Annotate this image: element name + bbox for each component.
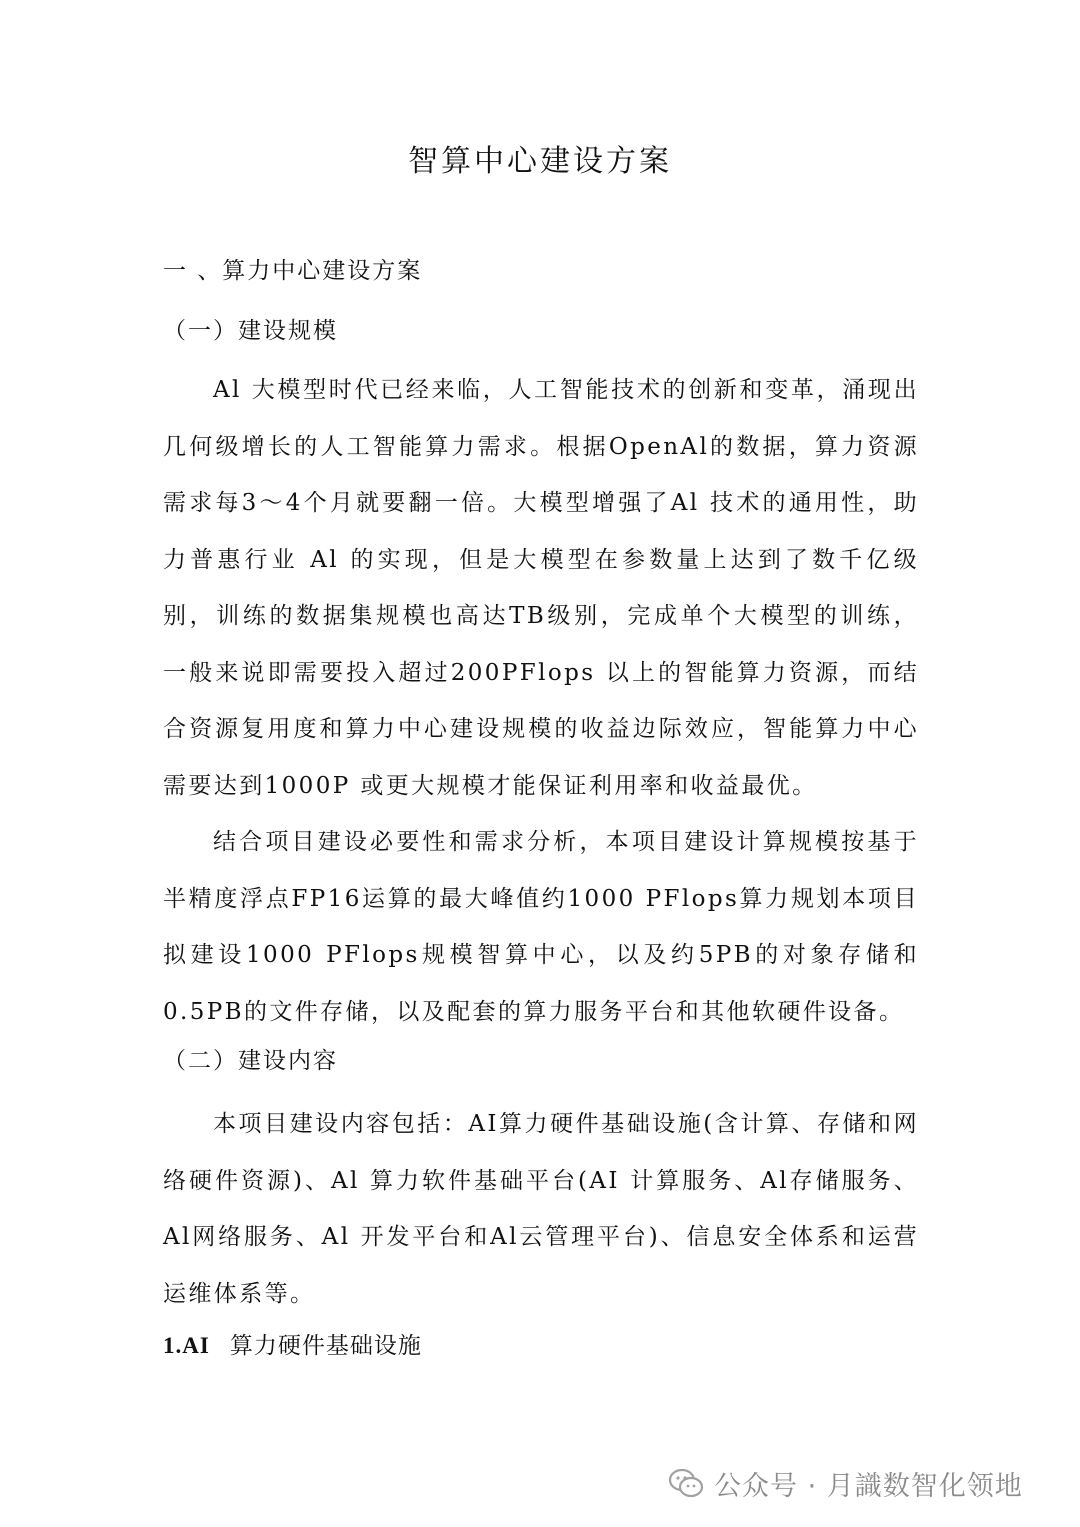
- watermark: [668, 1463, 1023, 1503]
- subsubsection-heading: [163, 1328, 422, 1364]
- subsection-heading-2: （二）建设内容: [163, 1048, 338, 1074]
- section-heading-1: 一 、算力中心建设方案: [163, 258, 423, 284]
- paragraph-scale-2: 结合项目建设必要性和需求分析，本项目建设计算规模按基于半精度浮点FP16运算的最大峰值约1000 PFlops算力规划本项目拟建设1000 PFlops规模智算中心，以及约5PB的对象存储和0.5PB的文件存储，以及配套的算力服务平台和其他软硬件设备。: [163, 829, 919, 1025]
- watermark-text: 公众号 · 月識数智化领地: [714, 1470, 1023, 1502]
- subsubsection-title: 算力硬件基础设施: [229, 1333, 422, 1359]
- subsubsection-number: 1.AI: [163, 1333, 210, 1358]
- paragraph-scale-1: Al 大模型时代已经来临，人工智能技术的创新和变革，涌现出几何级增长的人工智能算力需求。根据OpenAl的数据，算力资源需求每3～4个月就要翻一倍。大模型增强了Al 技术的通用性，助力普惠行业 Al 的实现，但是大模型在参数量上达到了数千亿级别，训练的数据集规模也高达TB级别，完成单个大模型的训练， 一般来说即需要投入超过200PFlops 以上的智能算力资源，而结合资源复用度和算力中心建设规模的收益边际效应，智能算力中心需要达到1000P 或更大规模才能保证利用率和收益最优。: [163, 377, 919, 799]
- wechat-icon: [668, 1467, 704, 1499]
- document-title: 智算中心建设方案: [408, 144, 672, 179]
- subsection-heading-1: （一）建设规模: [163, 318, 338, 344]
- paragraph-content: 本项目建设内容包括：AI算力硬件基础设施(含计算、存储和网络硬件资源)、Al 算力软件基础平台(AI 计算服务、Al存储服务、 Al网络服务、Al 开发平台和Al云管理平台)、信息安全体系和运营运维体系等。: [163, 1111, 919, 1307]
